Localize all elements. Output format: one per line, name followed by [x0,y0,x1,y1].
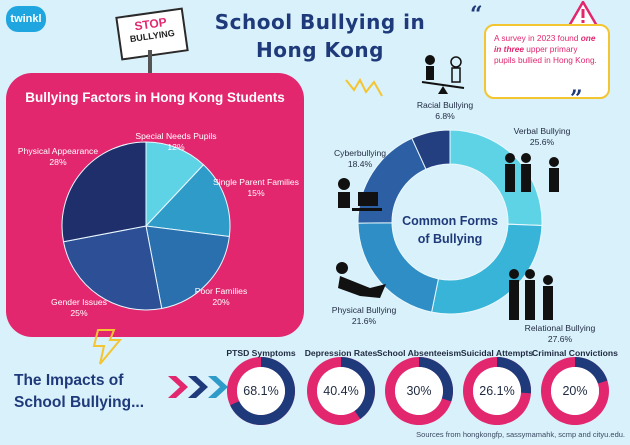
factor-name: Poor Families [194,286,248,296]
close-quote-icon: ” [570,86,583,112]
impact-label-absenteeism: School Absenteeism [376,348,462,358]
title-line2: Hong Kong [256,38,384,62]
sources-note: Sources from hongkongfp, sassymamahk, scmp and cityu.edu. [416,430,625,439]
form-name: Relational Bullying [524,323,596,333]
form-name: Cyberbullying [333,148,387,158]
factor-value: 25% [70,308,88,318]
sign-stop-text: STOP [133,14,168,34]
factor-name: Gender Issues [51,297,107,307]
form-value: 27.6% [547,334,573,344]
impacts-title-line1: The Impacts of [14,372,124,389]
form-value: 25.6% [529,137,555,147]
factor-value: 20% [212,297,230,307]
impact-value-absenteeism: 30% [406,384,432,398]
form-value: 21.6% [351,316,377,326]
form-name: Physical Bullying [331,305,397,315]
form-name: Verbal Bullying [513,126,571,136]
factor-value: 15% [247,188,265,198]
factor-name: Physical Appearance [17,146,99,156]
factor-value: 12% [167,142,185,152]
impact-value-depression: 40.4% [323,384,359,398]
factors-title: Bullying Factors in Hong Kong Students [25,90,285,105]
sign-bullying-text: BULLYING [129,27,176,45]
factor-value: 28% [49,157,67,167]
impact-value-suicidal: 26.1% [479,384,515,398]
forms-center-line2: of Bullying [417,232,483,246]
impact-label-criminal: Criminal Convictions [532,348,618,358]
forms-center-line1: Common Forms [402,214,498,228]
impact-label-ptsd: PTSD Symptoms [226,348,296,358]
impact-label-depression: Depression Rates [304,348,378,358]
survey-text-em: one in three [494,33,596,54]
form-value: 6.8% [435,111,455,121]
survey-text-pre: A survey in 2023 found [494,33,579,43]
impacts-title-line2: School Bullying... [14,394,145,411]
form-name: Racial Bullying [416,100,474,110]
impact-label-suicidal: Suicidal Attempts [460,348,534,358]
form-value: 18.4% [347,159,373,169]
factor-name: Special Needs Pupils [135,131,217,141]
title-line1: School Bullying in [214,10,426,34]
twinkl-logo: twinkl [6,6,46,32]
impact-value-ptsd: 68.1% [243,384,279,398]
survey-text-post: upper primary pupils bullied in Hong Kong. [494,44,597,65]
factor-name: Single Parent Families [213,177,299,187]
open-quote-icon: “ [470,2,483,28]
impact-value-criminal: 20% [562,384,588,398]
